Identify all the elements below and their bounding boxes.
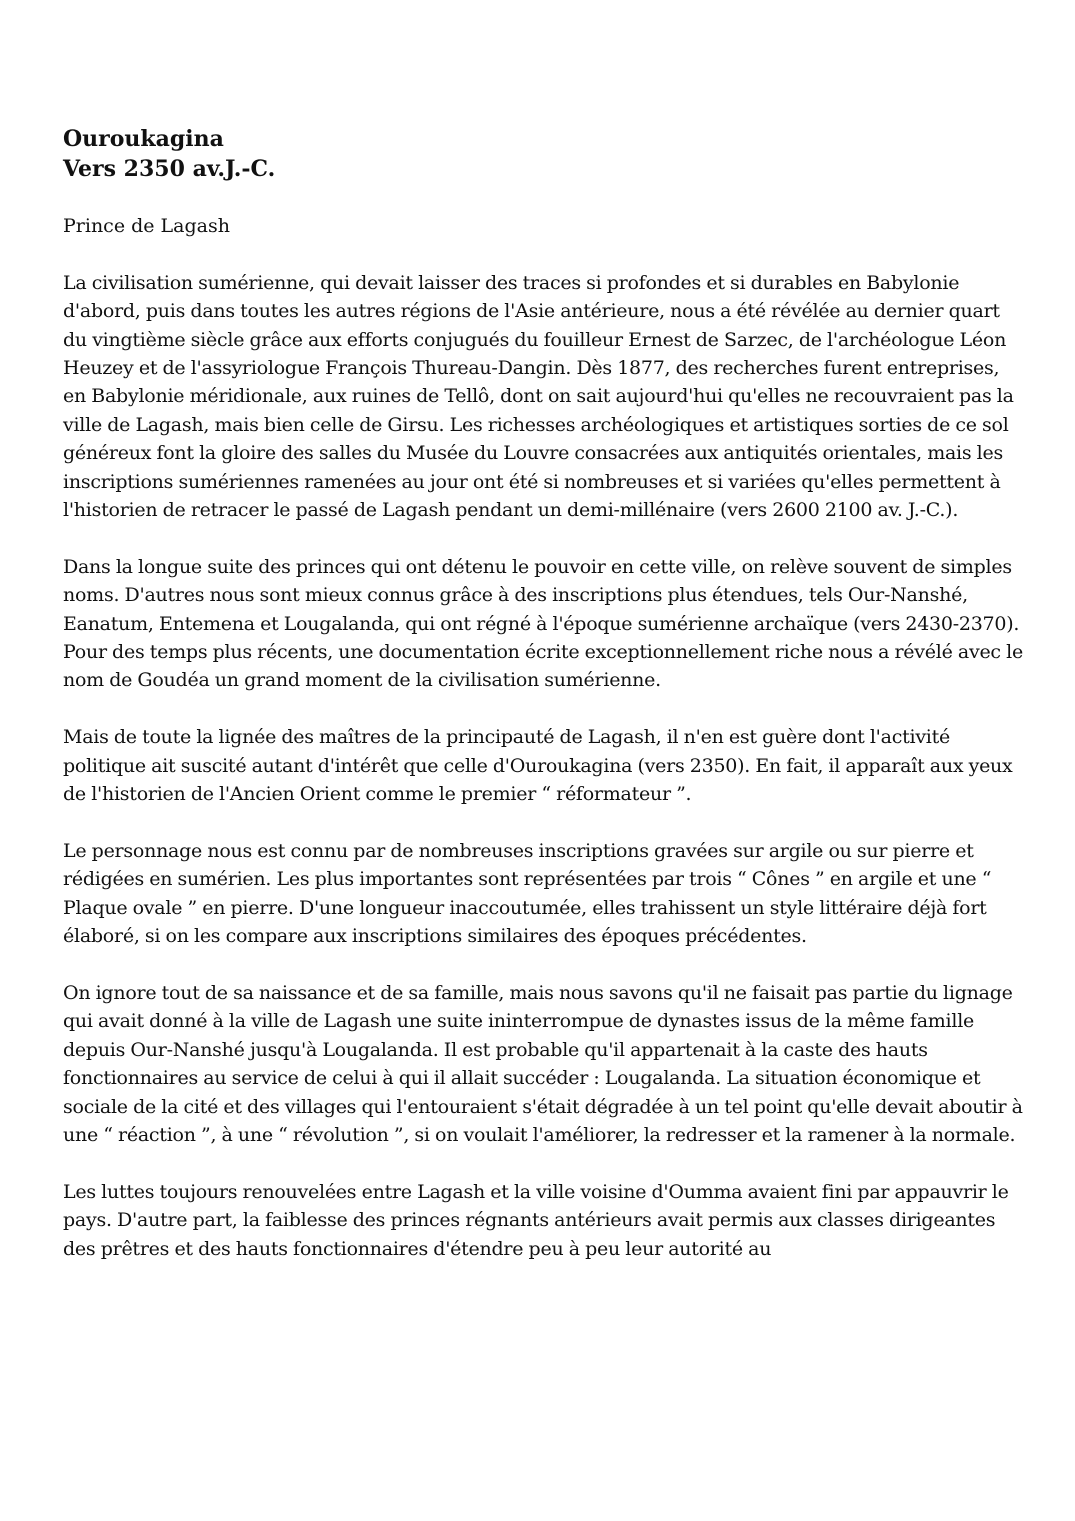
document-title: Ouroukagina bbox=[63, 126, 224, 152]
document-page bbox=[63, 124, 1023, 1263]
paragraph-3: Mais de toute la lignée des maîtres de la principauté de Lagash, il n'en est guère dont l'activité politique ait suscité autant d'intérêt que celle d'Ouroukagina (vers 2350). En fait, il apparaît aux yeux de l'historien de l'Ancien Orient comme le premier “ réformateur ”. bbox=[63, 726, 1013, 806]
document-subtitle: Prince de Lagash bbox=[63, 215, 230, 237]
document-date-line: Vers 2350 av.J.-C. bbox=[63, 156, 276, 182]
paragraph-6: Les luttes toujours renouvelées entre Lagash et la ville voisine d'Oumma avaient fini par appauvrir le pays. D'autre part, la faiblesse des princes régnants antérieurs avait permis aux classes dirigeantes des prêtres et des hauts fonctionnaires d'étendre peu à peu leur autorité au bbox=[63, 1180, 1009, 1260]
paragraph-1: La civilisation sumérienne, qui devait laisser des traces si profondes et si durables en Babylonie d'abord, puis dans toutes les autres régions de l'Asie antérieure, nous a été révélée au dernier quart du vingtième siècle grâce aux efforts conjugués du fouilleur Ernest de Sarzec, de l'archéologue Léon Heuzey et de l'assyriologue François Thureau-Dangin. Dès 1877, des recherches furent entreprises, en Babylonie méridionale, aux ruines de Tellô, dont on sait aujourd'hui qu'elles ne recouvraient pas la ville de Lagash, mais bien celle de Girsu. Les richesses archéologiques et artistiques sorties de ce sol généreux font la gloire des salles du Musée du Louvre consacrées aux antiquités orientales, mais les inscriptions sumériennes ramenées au jour ont été si nombreuses et si variées qu'elles permettent à l'historien de retracer le passé de Lagash pendant un demi-millénaire (vers 2600 2100 av. J.-C.). bbox=[63, 271, 1014, 522]
paragraph-5: On ignore tout de sa naissance et de sa famille, mais nous savons qu'il ne faisait pas partie du lignage qui avait donné à la ville de Lagash une suite ininterrompue de dynastes issus de la même famille depuis Our-Nanshé jusqu'à Lougalanda. Il est probable qu'il appartenait à la caste des hauts fonctionnaires au service de celui à qui il allait succéder : Lougalanda. La situation économique et sociale de la cité et des villages qui l'entouraient s'était dégradée à un tel point qu'elle devait aboutir à une “ réaction ”, à une “ révolution ”, si on voulait l'améliorer, la redresser et la ramener à la normale. bbox=[63, 981, 1023, 1146]
paragraph-4: Le personnage nous est connu par de nombreuses inscriptions gravées sur argile ou sur pierre et rédigées en sumérien. Les plus importantes sont représentées par trois “ Cônes ” en argile et une “ Plaque ovale ” en pierre. D'une longueur inaccoutumée, elles trahissent un style littéraire déjà fort élaboré, si on les compare aux inscriptions similaires des époques précédentes. bbox=[63, 839, 992, 948]
paragraph-2: Dans la longue suite des princes qui ont détenu le pouvoir en cette ville, on relève souvent de simples noms. D'autres nous sont mieux connus grâce à des inscriptions plus étendues, tels Our-Nanshé, Eanatum, Entemena et Lougalanda, qui ont régné à l'époque sumérienne archaïque (vers 2430-2370). Pour des temps plus récents, une documentation écrite exceptionnellement riche nous a révélé avec le nom de Goudéa un grand moment de la civilisation sumérienne. bbox=[63, 555, 1023, 692]
